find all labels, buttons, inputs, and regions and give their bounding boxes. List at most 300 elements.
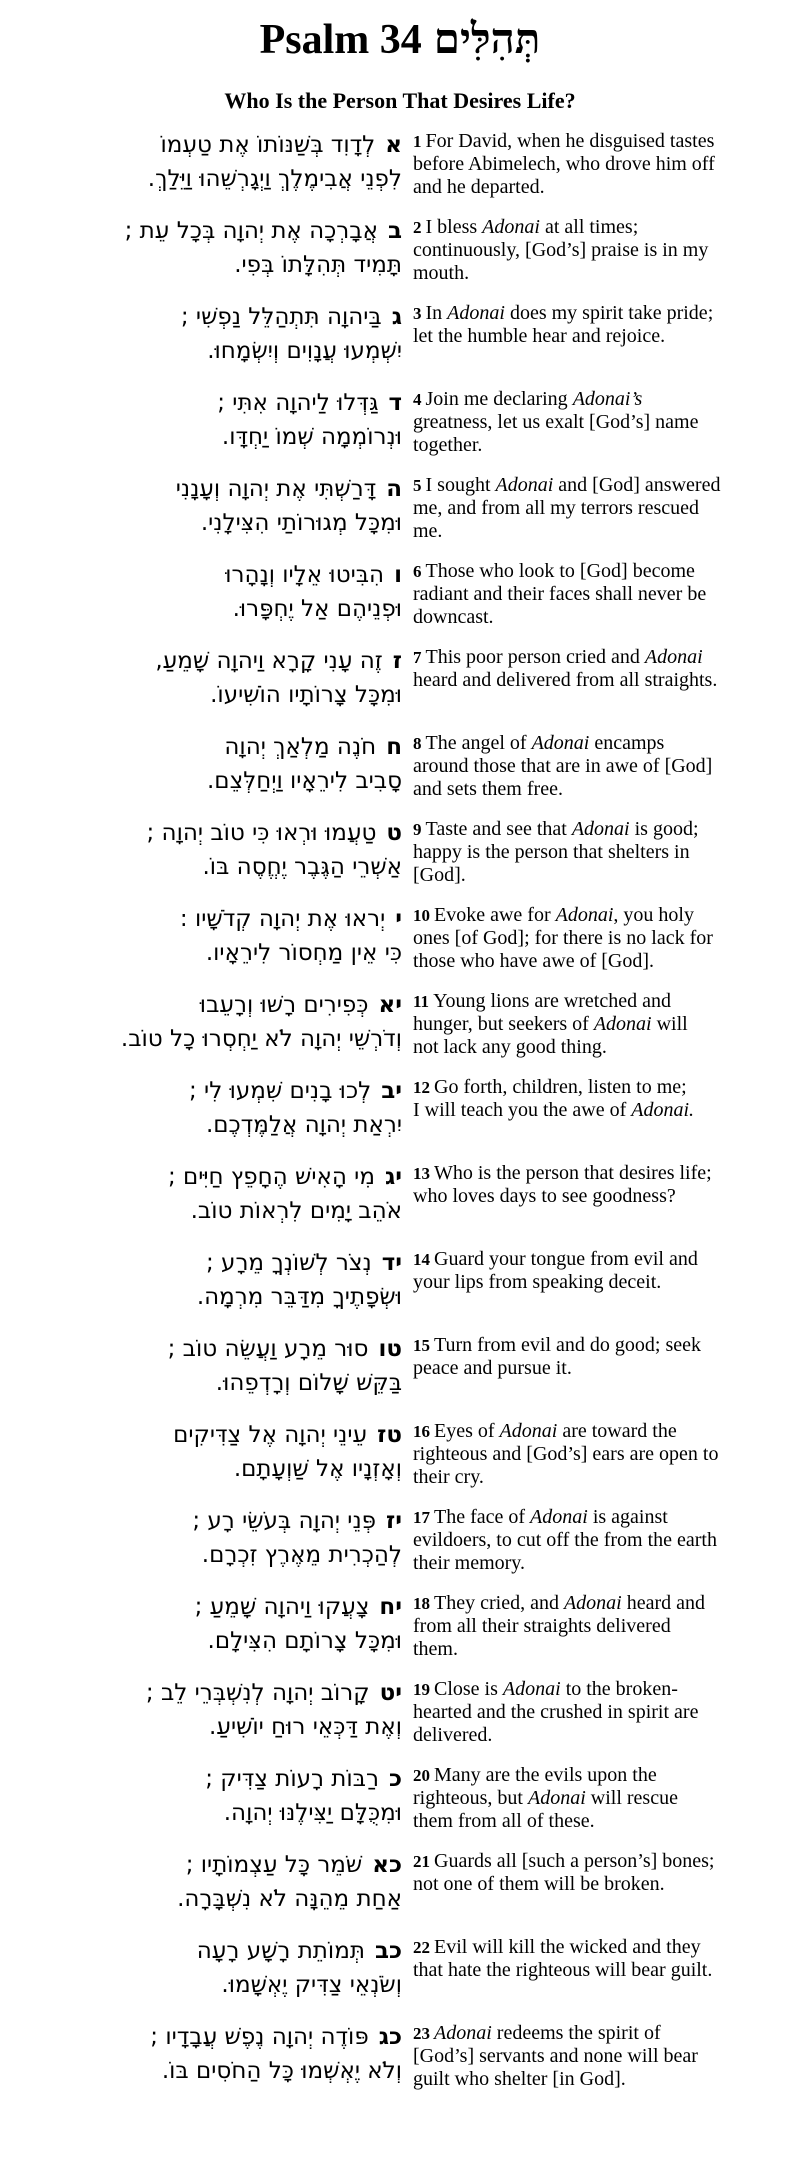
english-text: Many are the evils upon the [434,1764,657,1786]
verse-hebrew [22,644,402,712]
english-line [413,2068,785,2091]
english-text: The face of Adonai is against [434,1506,668,1528]
english-text: greatness, let us exalt [God’s] name [413,411,699,433]
english-text: Turn from evil and do good; seek [434,1334,702,1356]
hebrew-line [22,1796,402,1830]
english-text: heard and delivered from all straights. [413,669,718,691]
hebrew-text: תְּמוֹתֵת רָשָׁע רָעָה [196,1938,365,1964]
verse-number: 11 [413,992,430,1011]
hebrew-line [22,1418,402,1452]
verse-row [0,472,800,558]
hebrew-text: צָעֲקוּ וַיהוָה שָׁמֵעַ ; [194,1594,370,1620]
english-line [413,1873,785,1896]
english-line [413,1162,785,1185]
verse-number: 3 [413,304,422,323]
hebrew-line [22,1676,402,1710]
verse-hebrew [22,1762,402,1830]
verse-row [0,1418,800,1504]
verse-number-hebrew: ג [391,304,402,330]
english-line [413,325,785,348]
english-line [413,411,785,434]
hebrew-line [22,1934,402,1968]
hebrew-line [22,386,402,420]
english-text: [God’s] servants and none will bear [413,2045,698,2067]
english-line [413,841,785,864]
english-text: them. [413,1638,458,1660]
english-line [413,818,785,841]
hebrew-text: בַּיהוָה תִּתְהַלֵּל נַפְשִׁי ; [180,304,382,330]
hebrew-text: סוּר מֵרָע וַעֲשֵׂה טוֹב ; [167,1336,369,1362]
hebrew-line [22,1882,402,1916]
english-line [413,1334,785,1357]
verse-number-hebrew: ט [386,820,402,846]
verse-row [0,128,800,214]
english-text: I will teach you the awe of Adonai. [413,1099,695,1121]
hebrew-text: וּמִכָּל צָרוֹתָיו הוֹשִׁיעוֹ. [210,682,402,708]
hebrew-line [22,1366,402,1400]
english-text: I sought Adonai and [God] answered [425,474,721,496]
verse-row [0,1934,800,2020]
english-text: Guard your tongue from evil and [434,1248,698,1270]
hebrew-line [22,1074,402,1108]
english-line [413,2022,785,2045]
hebrew-text: כִּי אֵין מַחְסוֹר לִירֵאָיו. [205,940,402,966]
english-line [413,434,785,457]
english-text: radiant and their faces shall never be [413,583,707,605]
english-line [413,130,785,153]
english-text: me. [413,520,443,542]
english-text: The angel of Adonai encamps [425,732,665,754]
hebrew-line [22,730,402,764]
english-line [413,1638,785,1661]
english-line [413,1248,785,1271]
verse-row [0,1332,800,1418]
hebrew-line [22,936,402,970]
english-text: Who is the person that desires life; [434,1162,712,1184]
verse-english [413,1506,785,1575]
hebrew-line [22,1968,402,2002]
verse-number: 5 [413,476,422,495]
english-text: righteous and [God’s] ears are open to [413,1443,719,1465]
verse-row [0,1074,800,1160]
verse-number-hebrew: יז [386,1508,402,1534]
verse-number-hebrew: ב [387,218,402,244]
hebrew-line [22,214,402,248]
english-line [413,864,785,887]
verse-number-hebrew: יח [379,1594,402,1620]
hebrew-line [22,248,402,282]
english-line [413,755,785,778]
hebrew-text: אַשְׁרֵי הַגֶּבֶר יֶחֱסֶה בּוֹ. [202,854,402,880]
verse-number: 8 [413,734,422,753]
english-line [413,990,785,1013]
hebrew-text: תָּמִיד תְּהִלָּתוֹ בְּפִי. [234,252,402,278]
hebrew-text: לְכוּ בָנִים שִׁמְעוּ לִי ; [188,1078,372,1104]
english-text: [God]. [413,864,466,886]
english-text: mouth. [413,262,470,284]
hebrew-line [22,1762,402,1796]
english-line [413,1936,785,1959]
verse-number: 18 [413,1594,430,1613]
hebrew-line [22,1280,402,1314]
english-text: happy is the person that shelters in [413,841,690,863]
english-line [413,1552,785,1575]
english-line [413,583,785,606]
english-text: delivered. [413,1724,493,1746]
english-text: not lack any good thing. [413,1036,607,1058]
verse-english [413,1764,785,1833]
hebrew-line [22,1504,402,1538]
english-line [413,1724,785,1747]
english-line [413,606,785,629]
hebrew-text: וְשֹׂנְאֵי צַדִּיק יֶאְשָׁמוּ. [221,1972,402,1998]
verse-hebrew [22,1504,402,1572]
hebrew-text: אֲבָרְכָה אֶת יְהוָה בְּכָל עֵת ; [124,218,378,244]
title-english: Psalm 34 [259,17,422,63]
english-text: This poor person cried and Adonai [425,646,703,668]
verse-number: 19 [413,1680,430,1699]
hebrew-text: גַּדְּלוּ לַיהוָה אִתִּי ; [217,390,379,416]
hebrew-line [22,816,402,850]
english-text: around those that are in awe of [God] [413,755,713,777]
verse-row [0,300,800,386]
verse-english [413,474,785,543]
hebrew-line [22,162,402,196]
verse-number-hebrew: א [385,132,402,158]
english-text: Eyes of Adonai are toward the [434,1420,677,1442]
verse-number: 2 [413,218,422,237]
hebrew-text: וּמִכֻּלָּם יַצִּילֶנּוּ יְהוָה. [223,1800,402,1826]
hebrew-line [22,334,402,368]
english-text: who loves days to see goodness? [413,1185,676,1207]
hebrew-line [22,1160,402,1194]
verse-number: 13 [413,1164,430,1183]
hebrew-line [22,678,402,712]
hebrew-text: וְאָזְנָיו אֶל שַׁוְעָתָם. [233,1456,402,1482]
english-text: peace and pursue it. [413,1357,572,1379]
english-text: that hate the righteous will bear guilt. [413,1959,713,1981]
english-line [413,1076,785,1099]
verse-hebrew [22,1848,402,1916]
hebrew-line [22,128,402,162]
hebrew-line [22,1452,402,1486]
hebrew-line [22,1624,402,1658]
verse-number: 12 [413,1078,430,1097]
verse-row [0,1676,800,1762]
verse-list [0,128,800,2106]
english-text: For David, when he disguised tastes [425,130,715,152]
english-text: before Abimelech, who drove him off [413,153,715,175]
verse-number-hebrew: יא [378,992,402,1018]
english-text: Evil will kill the wicked and they [434,1936,701,1958]
english-line [413,560,785,583]
verse-number-hebrew: כב [374,1938,402,1964]
hebrew-text: רַבּוֹת רָעוֹת צַדִּיק ; [205,1766,379,1792]
verse-number-hebrew: יט [379,1680,402,1706]
english-text: I bless Adonai at all times; [425,216,639,238]
verse-english [413,216,785,285]
verse-number-hebrew: ה [386,476,402,502]
english-line [413,1357,785,1380]
english-line [413,2045,785,2068]
english-text: together. [413,434,483,456]
verse-english [413,1420,785,1489]
verse-hebrew [22,558,402,626]
hebrew-line [22,2020,402,2054]
english-line [413,1615,785,1638]
verse-english [413,1162,785,1208]
hebrew-line [22,472,402,506]
verse-row [0,1590,800,1676]
hebrew-line [22,420,402,454]
english-text: those who have awe of [God]. [413,950,655,972]
verse-number: 6 [413,562,422,581]
english-line [413,1678,785,1701]
english-line [413,153,785,176]
english-text: and he departed. [413,176,545,198]
english-text: Guards all [such a person’s] bones; [434,1850,715,1872]
verse-hebrew [22,988,402,1056]
verse-number-hebrew: טז [377,1422,402,1448]
hebrew-text: קָרוֹב יְהוָה לְנִשְׁבְּרֵי לֵב ; [145,1680,370,1706]
verse-row [0,1504,800,1590]
verse-number: 23 [413,2024,430,2043]
verse-english [413,302,785,348]
english-line [413,1420,785,1443]
verse-row [0,1762,800,1848]
hebrew-text: וּפְנֵיהֶם אַל יֶחְפָּרוּ. [232,596,402,622]
hebrew-text: יְראוּ אֶת יְהוָה קְדֹשָׁיו : [179,906,386,932]
verse-english [413,1334,785,1380]
english-line [413,1764,785,1787]
english-text: me, and from all my terrors rescued [413,497,700,519]
english-line [413,669,785,692]
verse-row [0,902,800,988]
verse-english [413,130,785,199]
hebrew-text: פְּנֵי יְהוָה בְּעֹשֵׂי רָע ; [192,1508,377,1534]
english-line [413,1466,785,1489]
verse-english [413,732,785,801]
verse-number: 16 [413,1422,430,1441]
verse-hebrew [22,1160,402,1228]
verse-hebrew [22,1934,402,2002]
verse-row [0,816,800,902]
hebrew-text: וְדֹרְשֵׁי יְהוָה לֹא יַחְסְרוּ כָל טוֹב. [120,1026,402,1052]
hebrew-text: סָבִיב לִירֵאָיו וַיְחַלְּצֵם. [207,768,402,794]
verse-number-hebrew: ח [386,734,402,760]
hebrew-line [22,1022,402,1056]
verse-row [0,214,800,300]
verse-number: 4 [413,390,422,409]
page-subtitle: Who Is the Person That Desires Life? [224,88,576,113]
verse-number: 1 [413,132,422,151]
english-line [413,1271,785,1294]
hebrew-text: וּנְרוֹמְמָה שְׁמוֹ יַחְדָּו. [221,424,402,450]
english-line [413,302,785,325]
hebrew-line [22,506,402,540]
verse-hebrew [22,128,402,196]
english-text: and sets them free. [413,778,563,800]
verse-number: 17 [413,1508,430,1527]
verse-number: 20 [413,1766,430,1785]
hebrew-text: עֵינֵי יְהוָה אֶל צַדִּיקִים [173,1422,368,1448]
english-text: Taste and see that Adonai is good; [425,818,699,840]
hebrew-line [22,1848,402,1882]
verse-number-hebrew: ז [392,648,402,674]
english-text: hearted and the crushed in spirit are [413,1701,699,1723]
verse-row [0,1848,800,1934]
verse-english [413,1936,785,1982]
verse-hebrew [22,214,402,282]
english-text: Close is Adonai to the broken- [434,1678,678,1700]
english-line [413,176,785,199]
english-text: evildoers, to cut off the from the earth [413,1529,717,1551]
verse-english [413,1592,785,1661]
verse-hebrew [22,816,402,884]
verse-english [413,560,785,629]
hebrew-text: לְדָוִד בְּשַׁנּוֹתוֹ אֶת טַעְמוֹ [160,132,376,158]
english-line [413,646,785,669]
english-line [413,388,785,411]
english-line [413,216,785,239]
english-line [413,1013,785,1036]
english-line [413,778,785,801]
hebrew-text: לִפְנֵי אֲבִימֶלֶךְ וַיְגָרְשֵׁהוּ וַיֵּלַךְ. [147,166,402,192]
english-line [413,1701,785,1724]
hebrew-line [22,1332,402,1366]
hebrew-text: אַחַת מֵהֵנָּה לֹא נִשְׁבָּרָה. [177,1886,402,1912]
verse-number-hebrew: כג [378,2024,402,2050]
english-text: downcast. [413,606,494,628]
verse-row [0,2020,800,2106]
verse-number-hebrew: ד [388,390,402,416]
english-text: their cry. [413,1466,484,1488]
english-text: Those who look to [God] become [425,560,695,582]
english-line [413,1959,785,1982]
english-text: Adonai redeems the spirit of [434,2022,661,2044]
english-line [413,1506,785,1529]
verse-english [413,1248,785,1294]
verse-row [0,386,800,472]
hebrew-text: מִי הָאִישׁ הֶחָפֵץ חַיִּים ; [167,1164,375,1190]
english-line [413,1850,785,1873]
hebrew-text: וְלֹא יֶאְשְׁמוּ כָּל הַחֹסִים בּוֹ. [161,2058,402,2084]
english-line [413,927,785,950]
verse-english [413,388,785,457]
english-text: Go forth, children, listen to me; [434,1076,687,1098]
hebrew-text: לְהַכְרִית מֵאֶרֶץ זִכְרָם. [201,1542,402,1568]
verse-english [413,1850,785,1896]
verse-english [413,1076,785,1122]
english-line [413,1036,785,1059]
hebrew-line [22,592,402,626]
verse-number-hebrew: כא [372,1852,402,1878]
verse-english [413,818,785,887]
english-text: not one of them will be broken. [413,1873,665,1895]
hebrew-text: דָּרַשְׁתִּי אֶת יְהוָה וְעָנָנִי [175,476,377,502]
hebrew-line [22,764,402,798]
verse-row [0,988,800,1074]
verse-number-hebrew: כ [388,1766,402,1792]
hebrew-text: יִרְאַת יְהוָה אֲלַמֶּדְכֶם. [205,1112,402,1138]
verse-hebrew [22,1074,402,1142]
verse-row [0,644,800,730]
verse-hebrew [22,1332,402,1400]
english-text: continuously, [God’s] praise is in my [413,239,709,261]
verse-number: 10 [413,906,430,925]
hebrew-line [22,1538,402,1572]
verse-hebrew [22,386,402,454]
verse-hebrew [22,1676,402,1744]
verse-number-hebrew: ו [394,562,402,588]
hebrew-text: וּשְׂפָתֶיךָ מִדַּבֵּר מִרְמָה. [196,1284,402,1310]
english-line [413,950,785,973]
hebrew-text: וּמִכָּל צָרוֹתָם הִצִּילָם. [207,1628,402,1654]
verse-number: 9 [413,820,422,839]
hebrew-text: וּמִכָּל מְגוּרוֹתַי הִצִּילָנִי. [200,510,402,536]
english-line [413,497,785,520]
hebrew-text: בַּקֵּשׁ שָׁלוֹם וְרָדְפֵהוּ. [215,1370,402,1396]
verse-english [413,2022,785,2091]
english-text: righteous, but Adonai will rescue [413,1787,678,1809]
hebrew-line [22,644,402,678]
hebrew-line [22,988,402,1022]
hebrew-line [22,558,402,592]
verse-number: 7 [413,648,422,667]
hebrew-text: טַעֲמוּ וּרְאוּ כִּי טוֹב יְהוָה ; [146,820,377,846]
english-text: your lips from speaking deceit. [413,1271,662,1293]
verse-number-hebrew: טו [378,1336,402,1362]
hebrew-text: פּוֹדֶה יְהוָה נֶפֶשׁ עֲבָדָיו ; [150,2024,369,2050]
hebrew-line [22,1246,402,1280]
english-line [413,1787,785,1810]
hebrew-text: שֹׁמֵר כָּל עַצְמוֹתָיו ; [185,1852,363,1878]
hebrew-text: הִבִּיטוּ אֵלָיו וְנָהָרוּ [225,562,385,588]
verse-number-hebrew: יב [381,1078,402,1104]
title-hebrew: תְּהִלִּים [433,17,541,63]
english-line [413,1592,785,1615]
verse-hebrew [22,1246,402,1314]
english-text: them from all of these. [413,1810,595,1832]
hebrew-text: כְּפִירִים רָשׁוּ וְרָעֵבוּ [199,992,369,1018]
verse-number-hebrew: יג [384,1164,402,1190]
hebrew-line [22,1710,402,1744]
english-text: Evoke awe for Adonai, you holy [434,904,694,926]
english-text: ones [of God]; for there is no lack for [413,927,713,949]
english-line [413,1099,785,1122]
hebrew-line [22,1590,402,1624]
hebrew-line [22,1194,402,1228]
hebrew-line [22,300,402,334]
english-text: In Adonai does my spirit take pride; [425,302,714,324]
english-line [413,732,785,755]
verse-hebrew [22,300,402,368]
english-text: They cried, and Adonai heard and [434,1592,706,1614]
english-line [413,1810,785,1833]
hebrew-text: יִשְׁמְעוּ עֲנָוִים וְיִשְׂמָחוּ. [207,338,402,364]
hebrew-text: זֶה עָנִי קָרָא וַיהוָה שָׁמֵעַ, [155,648,383,674]
english-text: guilt who shelter [in God]. [413,2068,626,2090]
english-line [413,262,785,285]
verse-english [413,904,785,973]
english-line [413,904,785,927]
verse-english [413,1678,785,1747]
verse-row [0,558,800,644]
english-line [413,1185,785,1208]
verse-english [413,646,785,692]
verse-number: 22 [413,1938,430,1957]
verse-number: 21 [413,1852,430,1871]
